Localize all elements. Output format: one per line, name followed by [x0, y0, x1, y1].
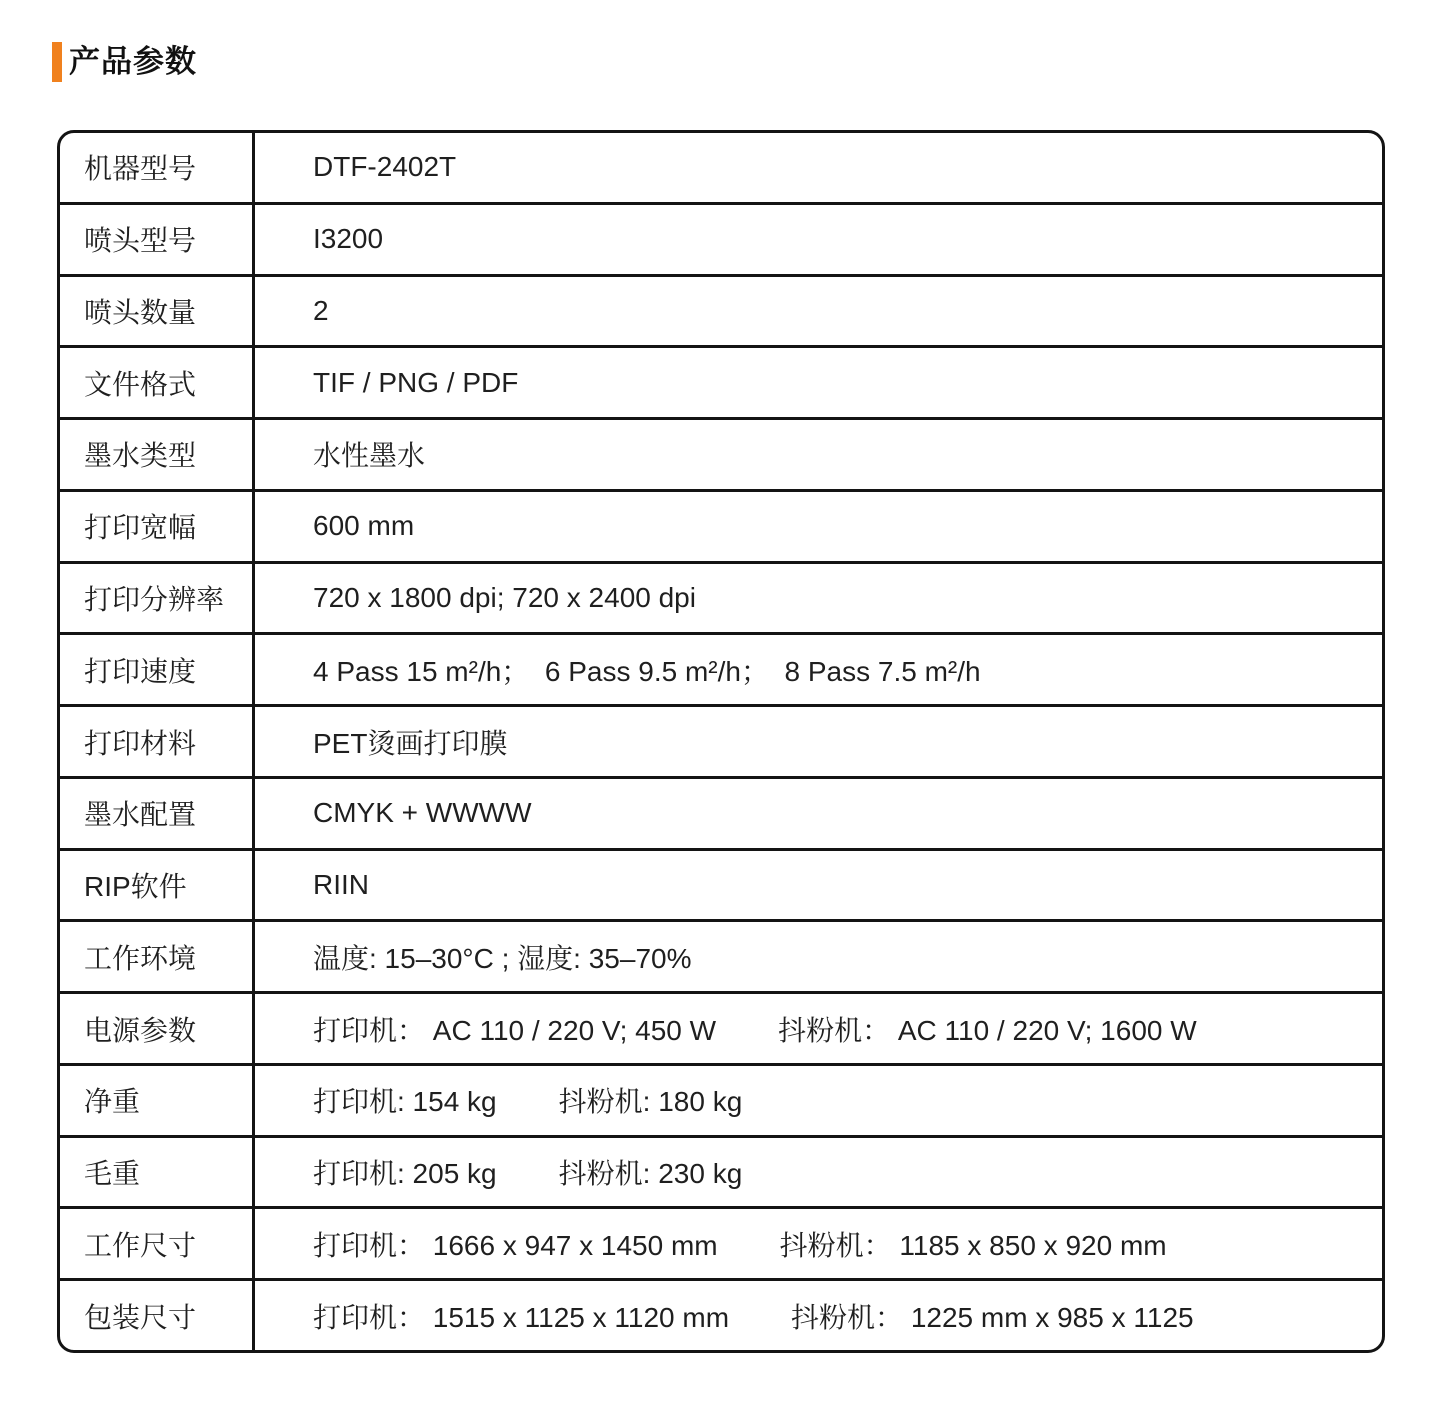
- section-header: [52, 42, 197, 82]
- spec-label: 机器型号: [60, 133, 255, 202]
- spec-value: [255, 635, 1382, 704]
- table-row: [60, 277, 1382, 349]
- spec-value: [255, 133, 1382, 202]
- spec-table: [57, 130, 1385, 1353]
- spec-value-segment: TIF / PNG / PDF: [313, 366, 519, 398]
- spec-label: 打印速度: [60, 635, 255, 704]
- spec-value-segment: 温度: 15–30°C ; 湿度: 35–70%: [313, 942, 692, 974]
- table-row: [60, 994, 1382, 1066]
- spec-label: 工作环境: [60, 922, 255, 991]
- spec-value: [255, 707, 1382, 776]
- spec-value-segment: 抖粉机： 1225 mm x 985 x 1125: [791, 1301, 1194, 1333]
- spec-value: [255, 851, 1382, 920]
- spec-value-segment: CMYK + WWWW: [313, 797, 532, 829]
- spec-label: 文件格式: [60, 348, 255, 417]
- table-row: [60, 1281, 1382, 1350]
- spec-value-segment: 打印机: 205 kg: [313, 1158, 497, 1190]
- spec-value: [255, 1281, 1382, 1350]
- spec-label: RIP软件: [60, 851, 255, 920]
- spec-value: [255, 1066, 1382, 1135]
- table-row: [60, 492, 1382, 564]
- spec-value-segment: 抖粉机: 180 kg: [558, 1086, 743, 1118]
- spec-label: 打印材料: [60, 707, 255, 776]
- spec-value-segment: 抖粉机： AC 110 / 220 V; 1600 W: [778, 1014, 1197, 1046]
- spec-value: [255, 205, 1382, 274]
- table-row: [60, 205, 1382, 277]
- spec-value-segment: 720 x 1800 dpi; 720 x 2400 dpi: [313, 581, 696, 613]
- spec-value: [255, 420, 1382, 489]
- spec-value: [255, 779, 1382, 848]
- table-row: [60, 635, 1382, 707]
- spec-label: 喷头型号: [60, 205, 255, 274]
- accent-bar: [52, 42, 62, 82]
- spec-label: 喷头数量: [60, 277, 255, 346]
- spec-value-segment: 水性墨水: [313, 440, 426, 472]
- spec-value: [255, 1138, 1382, 1207]
- spec-value-segment: 600 mm: [313, 510, 415, 542]
- spec-value: [255, 1209, 1382, 1278]
- spec-value-segment: 打印机： 1666 x 947 x 1450 mm: [313, 1229, 718, 1261]
- spec-label: 打印宽幅: [60, 492, 255, 561]
- spec-value-segment: 抖粉机: 230 kg: [558, 1158, 743, 1190]
- spec-value-segment: 打印机： 1515 x 1125 x 1120 mm: [313, 1301, 730, 1333]
- spec-value: [255, 348, 1382, 417]
- table-row: [60, 1209, 1382, 1281]
- spec-value: [255, 492, 1382, 561]
- spec-value-segment: 打印机: 154 kg: [313, 1086, 497, 1118]
- spec-value-segment: 4 Pass 15 m²/h； 6 Pass 9.5 m²/h； 8 Pass 7.5 m²/h: [313, 655, 981, 687]
- table-row: [60, 133, 1382, 205]
- table-row: [60, 851, 1382, 923]
- table-row: [60, 707, 1382, 779]
- table-row: [60, 779, 1382, 851]
- spec-value-segment: I3200: [313, 223, 384, 255]
- spec-label: 墨水配置: [60, 779, 255, 848]
- spec-label: 打印分辨率: [60, 564, 255, 633]
- spec-label: 包装尺寸: [60, 1281, 255, 1350]
- spec-value-segment: PET烫画打印膜: [313, 727, 508, 759]
- spec-value: [255, 564, 1382, 633]
- spec-label: 电源参数: [60, 994, 255, 1063]
- spec-value-segment: 抖粉机： 1185 x 850 x 920 mm: [779, 1229, 1167, 1261]
- table-row: [60, 1138, 1382, 1210]
- table-row: [60, 922, 1382, 994]
- spec-value: [255, 277, 1382, 346]
- table-row: [60, 420, 1382, 492]
- table-row: [60, 348, 1382, 420]
- spec-value-segment: 打印机： AC 110 / 220 V; 450 W: [313, 1014, 717, 1046]
- spec-value-segment: RIIN: [313, 869, 369, 901]
- spec-label: 净重: [60, 1066, 255, 1135]
- spec-value: [255, 922, 1382, 991]
- spec-label: 墨水类型: [60, 420, 255, 489]
- table-row: [60, 564, 1382, 636]
- spec-label: 毛重: [60, 1138, 255, 1207]
- spec-value: [255, 994, 1382, 1063]
- spec-value-segment: DTF-2402T: [313, 151, 457, 183]
- spec-label: 工作尺寸: [60, 1209, 255, 1278]
- page-title: 产品参数: [69, 44, 197, 79]
- table-row: [60, 1066, 1382, 1138]
- spec-value-segment: 2: [313, 294, 329, 326]
